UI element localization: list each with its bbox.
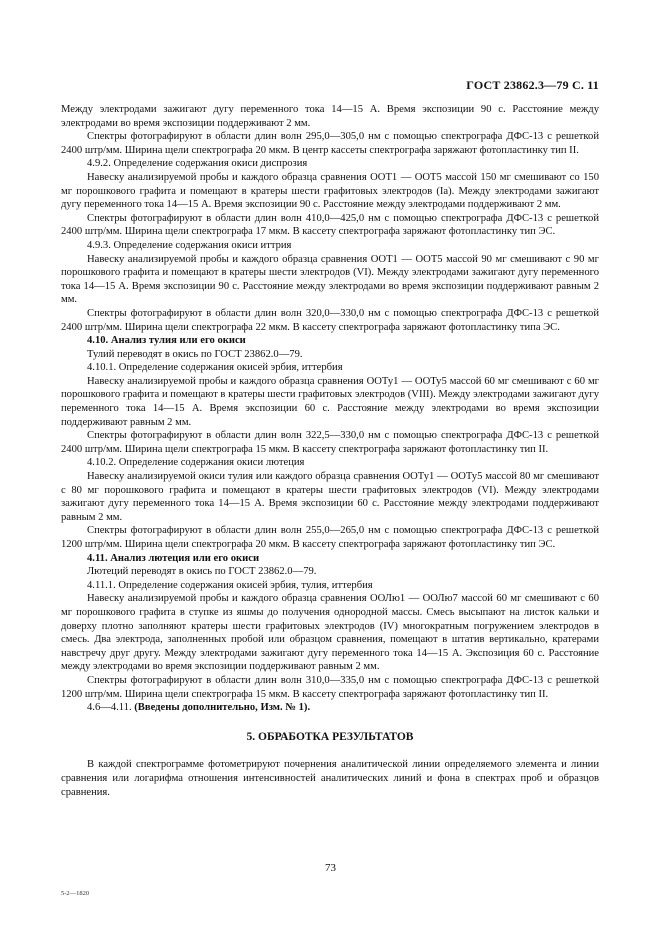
amendment-note	[61, 701, 599, 715]
paragraph: Навеску анализируемой окиси тулия или каждого образца сравнения ООТу1 — ООТу5 массой 80 мг смешивают с 80 мг порошкового графита и помещают в кратеры шести графитовых электродов (VI). Между электродами зажигают дугу переменного тока 14—15 А. Время экспозиции 60 с. Расстояние между электродами поддерживают равным 2 мм.	[61, 471, 599, 523]
subsection-heading: 4.9.2. Определение содержания окиси диспрозия	[87, 158, 308, 170]
page-number: 73	[325, 862, 336, 874]
section-title: 5. ОБРАБОТКА РЕЗУЛЬТАТОВ	[246, 730, 414, 743]
paragraph: Спектры фотографируют в области длин волн 410,0—425,0 нм с помощью спектрографа ДФС-13 с решеткой 2400 штр/мм. Ширина щели спектрографа 17 мкм. В кассету спектрографа заряжают фотопластинку тип ЭС.	[61, 212, 599, 238]
paragraph: Между электродами зажигают дугу переменного тока 14—15 А. Время экспозиции 90 с. Расстояние между электродами во время экспозиции поддерживают 2 мм.	[61, 104, 599, 129]
paragraph: Навеску анализируемой пробы и каждого образца сравнения ООТу1 — ООТу5 массой 60 мг смешивают с 60 мг порошкового графита и помещают в кратеры шести графитовых электродов (VIII). Между электродами зажигают дугу переменного тока 14—15 А. Время экспозиции 60 с. Расстояние между электродами во время экспозиции поддерживают равным 2 мм.	[61, 375, 599, 428]
subsection-heading: 4.11.1. Определение содержания окисей эрбия, тулия, иттербия	[87, 579, 373, 591]
paragraph: Тулий переводят в окись по ГОСТ 23862.0—79.	[87, 348, 303, 360]
paragraph: Навеску анализируемой пробы и каждого образца сравнения ООТ1 — ООТ5 массой 90 мг смешивают с 90 мг порошкового графита и помещают в кратеры шести электродов (VI). Между электродами зажигают дугу переменного тока 14—15 А. Время экспозиции 90 с. Расстояние между электродами во время экспозиции поддерживают равным 2 мм.	[61, 253, 599, 306]
section-heading: 4.11. Анализ лютеция или его окиси	[87, 552, 260, 564]
amendment-text: (Введены дополнительно, Изм. № 1).	[134, 702, 311, 714]
subsection-heading: 4.9.3. Определение содержания окиси иттрия	[87, 239, 292, 251]
paragraph: Спектры фотографируют в области длин волн 310,0—335,0 нм с помощью спектрографа ДФС-13 с решеткой 1200 штр/мм. Ширина щели спектрографа 15 мкм. В кассету спектрографа заряжают фотопластинку тип II.	[61, 674, 599, 700]
amendment-prefix: 4.6—4.11.	[87, 702, 135, 714]
paragraph: Спектры фотографируют в области длин волн 295,0—305,0 нм с помощью спектрографа ДФС-13 с решеткой 2400 штр/мм. Ширина щели спектрографа 20 мкм. В центр кассеты спектрографа заряжают фотопластинку тип II.	[61, 131, 599, 156]
paragraph: Навеску анализируемой пробы и каждого образца сравнения ООЛю1 — ООЛю7 массой 60 мг смешивают с 60 мг порошкового графита в ступке из яшмы до получения однородной массы. Смесь высыпают на листок кальки и доверху плотно заполняют кратеры шести графитовых электродов (IV) многократным погружением электродов в смесь. Два электрода, заполненных пробой или образцом сравнения, помещают в штатив вертикально, кратерами навстречу друг другу. Между электродами зажигают дугу переменного тока 14—15 А. Экспозиция 60 с. Расстояние между электродами во время экспозиции поддерживают равным 2 мм.	[61, 593, 599, 673]
section-heading: 4.10. Анализ тулия или его окиси	[87, 335, 246, 347]
document-body	[61, 103, 599, 799]
paragraph: Лютеций переводят в окись по ГОСТ 23862.0—79.	[87, 566, 317, 578]
paragraph: Спектры фотографируют в области длин волн 255,0—265,0 нм с помощью спектрографа ДФС-13 с решеткой 1200 штр/мм. Ширина щели спектрографа 20 мкм. В кассету спектрографа заряжают фотопластинку тип ЭС.	[61, 525, 599, 550]
paragraph: Спектры фотографируют в области длин волн 320,0—330,0 нм с помощью спектрографа ДФС-13 с решеткой 2400 штр/мм. Ширина щели спектрографа 22 мкм. В кассету спектрографа заряжают фотопластинку типа ЭС.	[61, 307, 599, 333]
page-header: ГОСТ 23862.3—79 С. 11	[466, 78, 599, 92]
subsection-heading: 4.10.2. Определение содержания окиси лютеция	[87, 457, 305, 469]
paragraph: В каждой спектрограмме фотометрируют почернения аналитической линии определяемого элемента и линии сравнения или логарифма отношения интенсивностей аналитических линий и фона в спектрах проб и образцов сравнения.	[61, 759, 599, 798]
print-code: 5-2—1820	[61, 890, 90, 897]
paragraph: Спектры фотографируют в области длин волн 322,5—330,0 нм с помощью спектрографа ДФС-13 с решеткой 2400 штр/мм. Ширина щели спектрографа 15 мкм. В кассету спектрографа заряжают фотопластинку тип II.	[61, 430, 599, 455]
paragraph: Навеску анализируемой пробы и каждого образца сравнения ООТ1 — ООТ5 массой 150 мг смешивают со 150 мг порошкового графита и помещают в кратеры шести графитовых электродов (Ia). Между электродами зажигают дугу переменного тока 14—15 А. Время экспозиции 90 с. Расстояние между электродами поддерживают 2 мм.	[61, 171, 599, 211]
subsection-heading: 4.10.1. Определение содержания окисей эрбия, иттербия	[87, 362, 343, 374]
